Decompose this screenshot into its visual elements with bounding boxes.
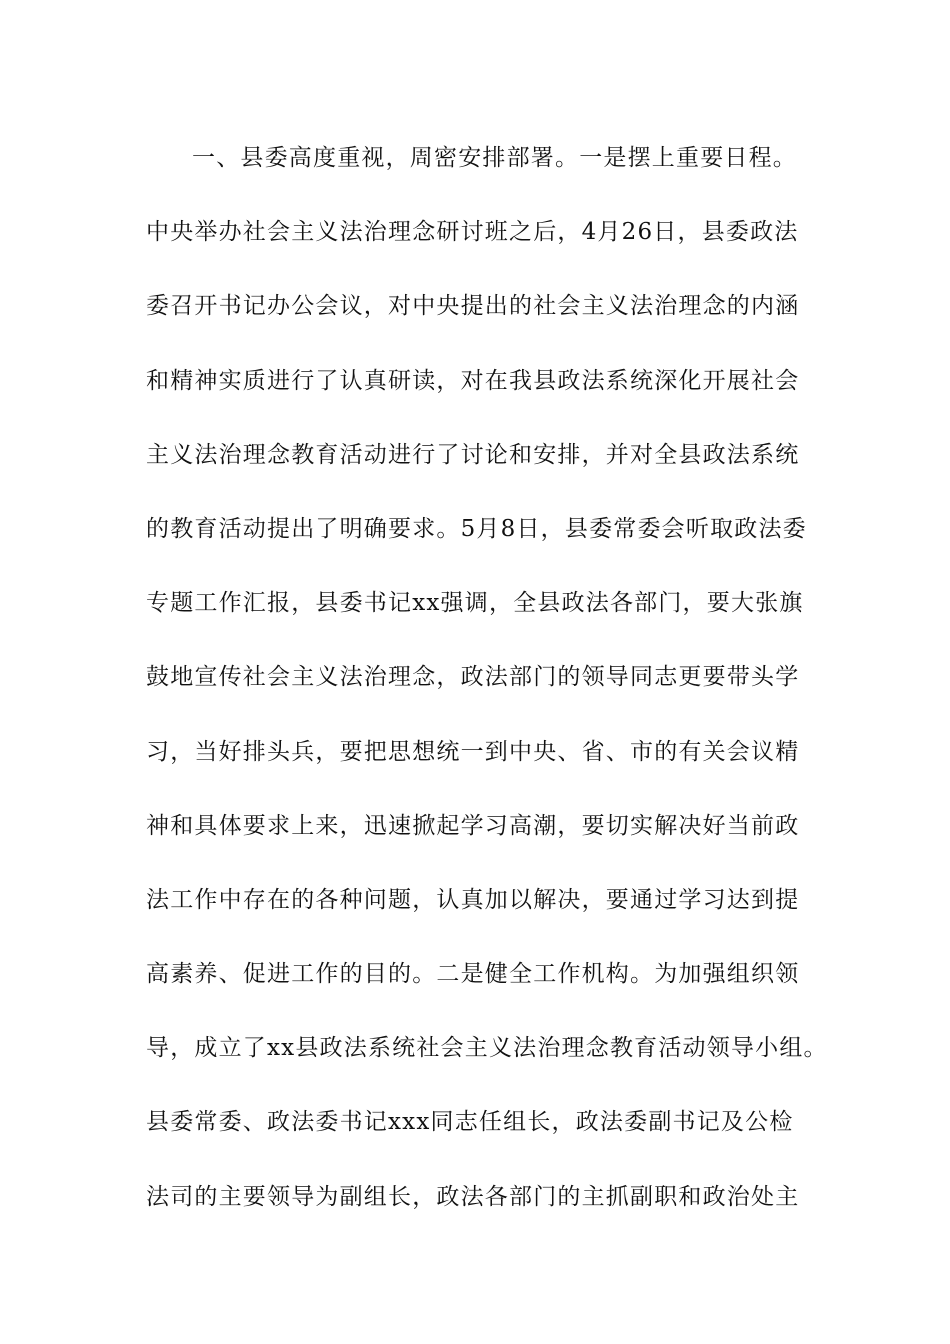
text-line: 中央举办社会主义法治理念研讨班之后，4月26日，县委政法 xyxy=(146,219,799,246)
text-line: 神和具体要求上来，迅速掀起学习高潮，要切实解决好当前政 xyxy=(146,812,800,839)
text-line: 导，成立了xx县政法系统社会主义法治理念教育活动领导小组。 xyxy=(146,1035,828,1062)
text-line: 专题工作汇报，县委书记xx强调，全县政法各部门，要大张旗 xyxy=(146,590,804,617)
text-line: 委召开书记办公会议，对中央提出的社会主义法治理念的内涵 xyxy=(146,293,800,320)
text-line: 的教育活动提出了明确要求。5月8日，县委常委会听取政法委 xyxy=(146,515,807,542)
text-line: 法司的主要领导为副组长，政法各部门的主抓副职和政治处主 xyxy=(146,1183,800,1210)
body-text xyxy=(146,133,836,1246)
text-line: 和精神实质进行了认真研读，对在我县政法系统深化开展社会 xyxy=(146,367,800,394)
text-line: 县委常委、政法委书记xxx同志任组长，政法委副书记及公检 xyxy=(146,1109,794,1136)
text-line: 法工作中存在的各种问题，认真加以解决，要通过学习达到提 xyxy=(146,886,800,913)
text-line: 鼓地宣传社会主义法治理念，政法部门的领导同志更要带头学 xyxy=(146,664,800,691)
text-line: 习，当好排头兵，要把思想统一到中央、省、市的有关会议精 xyxy=(146,738,800,765)
text-line: 高素养、促进工作的目的。二是健全工作机构。为加强组织领 xyxy=(146,961,800,988)
text-line: 主义法治理念教育活动进行了讨论和安排，并对全县政法系统 xyxy=(146,441,800,468)
text-line: 一、县委高度重视，周密安排部署。一是摆上重要日程。 xyxy=(192,145,797,171)
